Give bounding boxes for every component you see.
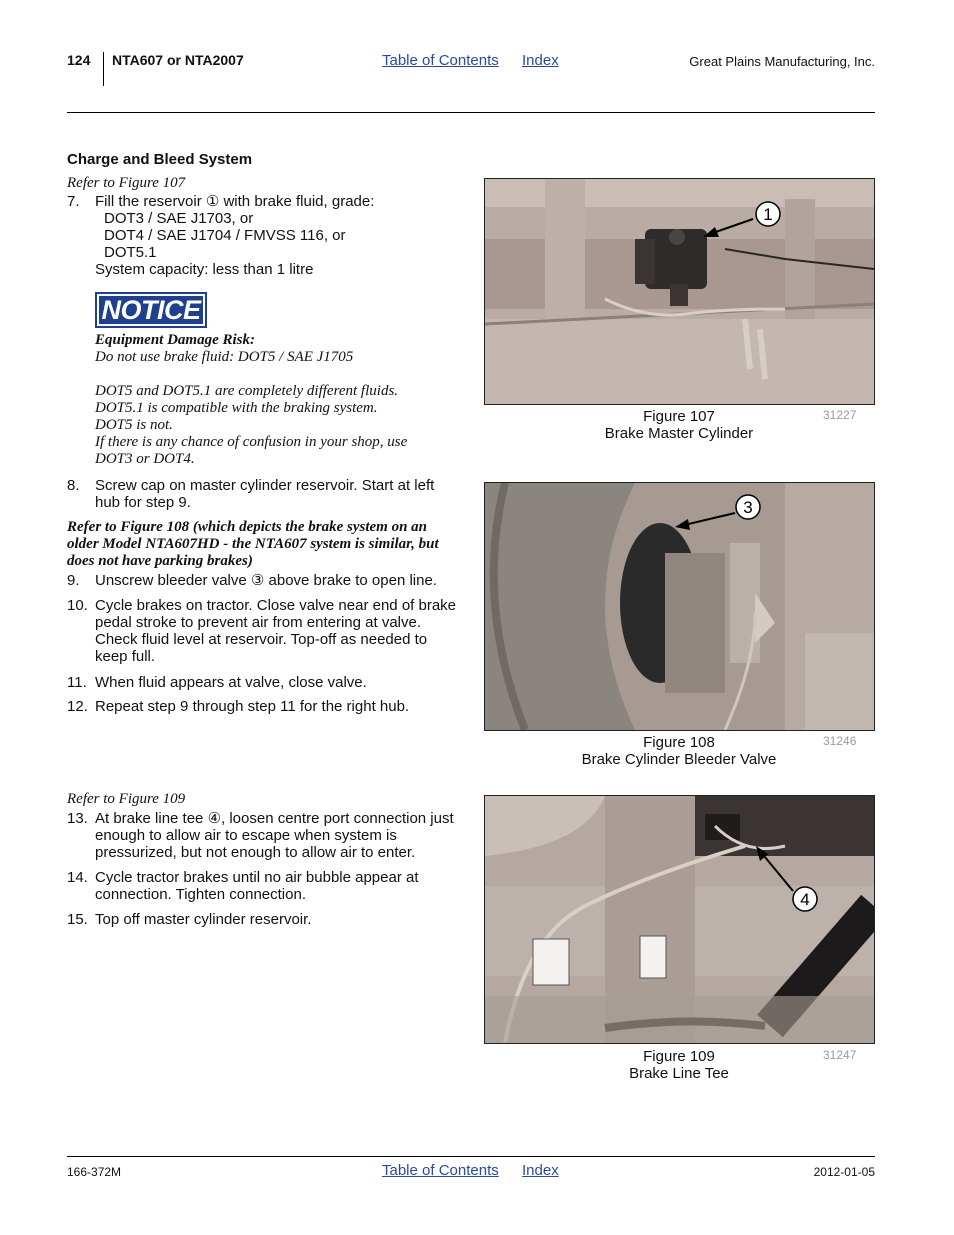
step-number: 11.	[67, 674, 87, 691]
figure-reference: Refer to Figure 109	[67, 791, 186, 807]
section-title: Charge and Bleed System	[67, 151, 253, 168]
notice-line: DOT5.1 is compatible with the braking system.	[95, 400, 378, 416]
reference-line: Refer to Figure 108 (which depicts the brake system on an	[67, 519, 427, 535]
step-text: Repeat step 9 through step 11 for the right hub.	[95, 698, 410, 715]
notice-line: DOT5 is not.	[95, 417, 173, 433]
figure-caption: Brake Line Tee	[629, 1065, 729, 1082]
figure-id: 31227	[823, 408, 857, 422]
step-8	[67, 477, 457, 511]
header-divider	[103, 52, 104, 86]
notice-body	[95, 332, 455, 468]
step-text: Unscrew bleeder valve ③ above brake to open line.	[95, 572, 437, 589]
step-number: 12.	[67, 698, 88, 715]
figure-id: 31247	[823, 1048, 857, 1062]
figure-caption: Brake Master Cylinder	[604, 425, 754, 442]
toc-link[interactable]: Table of Contents	[382, 1162, 499, 1179]
document-number: 166-372M	[67, 1165, 122, 1179]
notice-badge: NOTICE	[95, 292, 207, 328]
notice-line: Do not use brake fluid: DOT5 / SAE J1705	[95, 349, 354, 365]
step-text: Fill the reservoir ① with brake fluid, grade:	[95, 193, 375, 210]
callout-1	[485, 179, 874, 404]
step-number: 10.	[67, 597, 88, 614]
step-11	[67, 674, 457, 691]
publication-date: 2012-01-05	[813, 1165, 875, 1179]
step-7	[67, 193, 457, 278]
figure-108-caption	[484, 734, 874, 768]
company-name: Great Plains Manufacturing, Inc.	[689, 54, 875, 69]
model-title: NTA607 or NTA2007	[112, 52, 244, 68]
header-rule	[67, 112, 875, 113]
grade-item: DOT4 / SAE J1704 / FMVSS 116, or	[104, 227, 346, 244]
svg-text:4: 4	[800, 890, 810, 909]
figure-label: Figure 107	[643, 408, 715, 425]
step-15	[67, 911, 457, 928]
grade-item: DOT5.1	[104, 244, 157, 261]
step-10	[67, 597, 457, 665]
callout-4	[485, 796, 874, 1043]
index-link[interactable]: Index	[522, 1162, 559, 1179]
figure-109-caption	[484, 1048, 874, 1082]
step-text: Screw cap on master cylinder reservoir. Start at left hub for step 9.	[95, 477, 435, 511]
notice-line: If there is any chance of confusion in your shop, use	[95, 434, 408, 450]
step-13	[67, 810, 457, 861]
svg-text:3: 3	[743, 498, 753, 517]
step-text: When fluid appears at valve, close valve.	[95, 674, 367, 691]
step-text: Cycle brakes on tractor. Close valve near end of brake pedal stroke to prevent air from entering at valve. Check fluid level at reservoir. Top-off as needed to keep full.	[95, 597, 457, 665]
grade-item: DOT3 / SAE J1703, or	[104, 210, 254, 227]
step-text: Top off master cylinder reservoir.	[95, 911, 312, 928]
step-number: 7.	[67, 193, 80, 210]
notice-line: DOT3 or DOT4.	[95, 451, 195, 467]
step-12	[67, 698, 457, 715]
step-text: Cycle tractor brakes until no air bubble appear at connection. Tighten connection.	[95, 869, 419, 903]
index-link[interactable]: Index	[522, 52, 559, 69]
toc-link[interactable]: Table of Contents	[382, 52, 499, 69]
notice-title: Equipment Damage Risk:	[95, 332, 256, 348]
notice-line: DOT5 and DOT5.1 are completely different fluids.	[95, 383, 399, 399]
figure-108-image	[484, 482, 875, 731]
figure-107-caption	[484, 408, 874, 442]
figure-reference: Refer to Figure 107	[67, 175, 186, 191]
step-9	[67, 572, 457, 589]
step-14	[67, 869, 457, 903]
step-text: At brake line tee ④, loosen centre port connection just enough to allow air to escape when system is pressurized, but not enough to allow air to enter.	[95, 810, 454, 861]
figure-id: 31246	[823, 734, 857, 748]
reference-line: older Model NTA607HD - the NTA607 system is similar, but	[67, 536, 439, 552]
system-capacity: System capacity: less than 1 litre	[95, 261, 314, 278]
step-number: 9.	[67, 572, 80, 589]
figure-label: Figure 109	[643, 1048, 715, 1065]
callout-3	[485, 483, 874, 730]
step-number: 14.	[67, 869, 88, 886]
figure-reference	[67, 519, 439, 570]
reference-line: does not have parking brakes)	[67, 553, 253, 569]
svg-text:1: 1	[763, 205, 773, 224]
figure-label: Figure 108	[643, 734, 715, 751]
figure-caption: Brake Cylinder Bleeder Valve	[581, 751, 777, 768]
step-number: 15.	[67, 911, 88, 928]
step-number: 8.	[67, 477, 80, 494]
figure-109-image	[484, 795, 875, 1044]
step-number: 13.	[67, 810, 88, 827]
footer-rule	[67, 1156, 875, 1157]
page-number: 124	[67, 52, 91, 68]
figure-107-image	[484, 178, 875, 405]
